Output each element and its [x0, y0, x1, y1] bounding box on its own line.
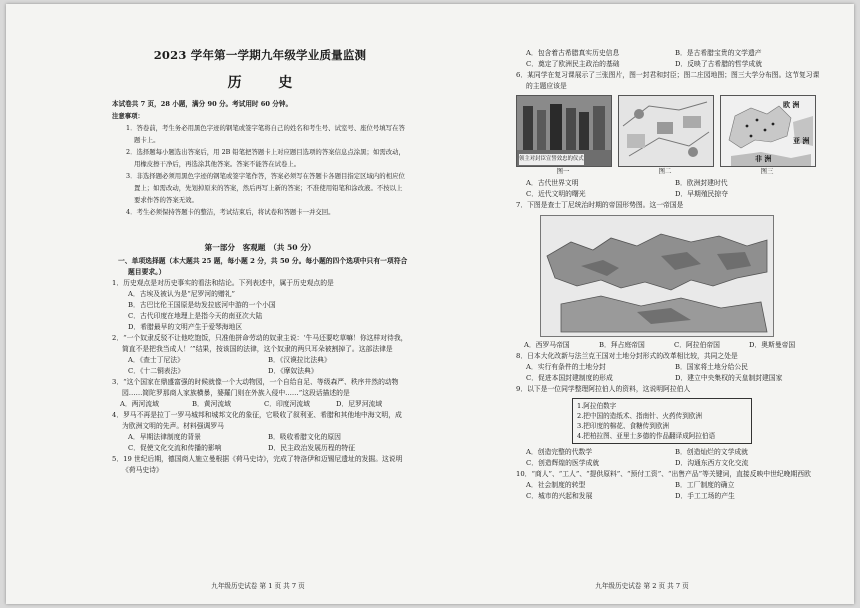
map-label: 欧 洲 — [783, 101, 800, 109]
option: A．创造完整的代数学 — [526, 448, 593, 456]
figure-row — [516, 95, 824, 176]
page-footer: 九年级历史试卷 第 2 页 共 7 页 — [595, 582, 689, 590]
option: A．西罗马帝国 — [524, 341, 570, 349]
option: C．城市的兴起和发展 — [526, 492, 593, 500]
figure-3 — [720, 95, 814, 176]
option: C．促进本国封建制度的形成 — [526, 374, 613, 382]
question-1 — [112, 278, 408, 333]
exam-title: 2023 学年第一学期九年级学业质量监测 — [153, 48, 367, 62]
option: D．沟通东西方文化交流 — [675, 459, 749, 467]
question-stem: 7．下图是查士丁尼统治时期的帝国形势图。这一帝国是 — [516, 201, 684, 209]
question-2 — [112, 333, 408, 377]
material-line: 4.把柏拉图、亚里士多德的作品翻译成阿拉伯语 — [577, 432, 716, 440]
map-label: 非 洲 — [755, 155, 772, 163]
feudal-oath-image — [516, 95, 612, 167]
figure-caption: 图二 — [658, 167, 672, 175]
option: D．反映了古希腊的哲学成就 — [675, 60, 763, 68]
subject-title: 历 史 — [227, 75, 309, 91]
option: B．工厂制度的确立 — [675, 481, 735, 489]
option: B．欧洲封建时代 — [675, 179, 728, 187]
option: A．包含着古希腊真实历史信息 — [526, 49, 620, 57]
option: B．吸收希腊文化的原因 — [268, 433, 341, 441]
figure-2 — [618, 95, 712, 176]
option: A．古代世界文明 — [526, 179, 579, 187]
option: C．促使文化交流和传播的影响 — [128, 444, 222, 452]
question-stem: 8．日本大化改新与法兰克王国对土地分封形式的改革相比较，共同之处是 — [516, 352, 738, 360]
question-stem: 5．19 世纪后期，德国商人施立曼根据《荷马史诗》，完成了特洛伊和迈锡尼遗址的发掘。这说明《荷马史诗》 — [112, 455, 403, 474]
exam-info: 本试卷共 7 页，28 小题，满分 90 分。考试用时 60 分钟。 — [112, 100, 293, 108]
instruction-item: 3．非选择题必须用黑色字迹的钢笔或签字笔作答，答案必须写在答题卡各题目指定区域内的相应位置上；如需改动，先划掉原来的答案，然后再写上新的答案；不准使用铅笔和涂改液。不按以上要求作答的答案无效。 — [126, 172, 405, 204]
option: C．古代印度在地理上是指今天的南亚次大陆 — [128, 312, 263, 320]
instruction-item: 1．答卷前，考生务必用黑色字迹的钢笔或签字笔将自己的姓名和考生号、试室号、座位号填写在答题卡上。 — [126, 124, 405, 144]
instructions — [112, 110, 408, 218]
figure-caption: 图一 — [556, 167, 570, 175]
manor-map-image — [618, 95, 714, 167]
question-stem: 9．以下是一位同学整理阿拉伯人的资料，这说明阿拉伯人 — [516, 385, 691, 393]
option: D．民主政治发展历程的特征 — [268, 444, 356, 452]
options-grid — [112, 355, 408, 377]
option: C．奠定了欧洲民主政治的基础 — [526, 60, 620, 68]
option: B．《汉谟拉比法典》 — [268, 356, 331, 364]
option: D．尼罗河流域 — [336, 400, 383, 408]
page-1 — [6, 4, 430, 604]
option: B．古巴比伦王国原是幼发拉底河中游的一个小国 — [128, 301, 276, 309]
question-9 — [516, 384, 824, 469]
option: B．创造灿烂的文学成就 — [675, 448, 748, 456]
byzantine-empire-map — [540, 215, 774, 337]
instruction-item: 2．选择题每小题选出答案后，用 2B 铅笔把答题卡上对应题目选项的答案信息点涂黑；如需改动，用橡皮擦干净后，再选涂其他答案。答案不能答在试卷上。 — [126, 148, 405, 168]
options-row — [516, 340, 824, 351]
figure-1 — [516, 95, 610, 176]
option: B．黄河流域 — [192, 400, 231, 408]
material-line: 3.把印度的棉花、食糖传到欧洲 — [577, 422, 670, 430]
question-5 — [112, 454, 408, 476]
instructions-title: 注意事项： — [112, 112, 144, 120]
question-stem: 3．“这个国家在鼎盛富强的时候就像一个大动物园，一个自给自足、等级森严、秩序井然的动物园……简陀罗那商人家族横暴，婆羅门则在外族入侵中……”这段话描述的是 — [112, 378, 399, 397]
page-1-content — [112, 48, 408, 476]
option: B．国家将土地分给公民 — [675, 363, 748, 371]
option: D．希腊最早的文明产生于爱琴海地区 — [128, 323, 243, 331]
question-stem: 6．某同学在复习课展示了三张图片，图一封君和封臣；图二庄园地图；图三大学分布图。这节复习课的主题应该是 — [516, 71, 820, 90]
option: D．奥斯曼帝国 — [749, 341, 796, 349]
exam-sheet — [6, 4, 854, 604]
map-label: 亚 洲 — [793, 137, 810, 145]
page-2-content — [516, 48, 824, 502]
options-grid — [516, 362, 824, 384]
page-2 — [430, 4, 854, 604]
question-10 — [516, 469, 824, 502]
option: C．创造辉煌的医学成就 — [526, 459, 600, 467]
question-stem: 2．“一个奴隶反驳不让他吃饱饭，只准他拼命劳动的奴隶主说：‘牛马还要吃草嘛！你这样对待我，简直不是把我当成人！’”结果，按该国的法律，这个奴隶的两只耳朵被割掉了。这部法律是 — [112, 334, 408, 353]
option: D．早期殖民掠夺 — [675, 190, 729, 198]
question-stem: 10．“商人”、“工人”、“提供原料”、“预付工资”、“出售产品”等关键词，直接反映中世纪晚期西欧 — [516, 470, 811, 478]
material-line: 2.把中国的造纸术、指南针、火药传到欧洲 — [577, 412, 702, 420]
option: C．近代文明的曙光 — [526, 190, 586, 198]
option: D．手工工场的产生 — [675, 492, 735, 500]
question-7 — [516, 200, 824, 351]
question-3 — [112, 377, 408, 410]
university-map-image — [720, 95, 816, 167]
instruction-item: 4．考生必须保持答题卡的整洁，考试结束后，将试卷和答题卡一并交回。 — [126, 208, 335, 216]
option: C．《十二铜表法》 — [128, 367, 185, 375]
option: B．拜占庭帝国 — [599, 341, 645, 349]
options-grid — [516, 178, 824, 200]
material-box — [572, 398, 752, 444]
page-footer: 九年级历史试卷 第 1 页 共 7 页 — [211, 582, 305, 590]
option: D．《摩奴法典》 — [268, 367, 318, 375]
option: C．阿拉伯帝国 — [674, 341, 720, 349]
option: A．早期法律制度的背景 — [128, 433, 201, 441]
question-8 — [516, 351, 824, 384]
part-heading: 第一部分 客观题 （共 50 分） — [204, 243, 316, 252]
question-5-options — [516, 48, 824, 70]
option: A．社会制度的转型 — [526, 481, 586, 489]
option: A．实行有条件的土地分封 — [526, 363, 606, 371]
options-grid — [516, 447, 824, 469]
question-stem: 1．历史观点是对历史事实的看法和结论。下列表述中，属于历史观点的是 — [112, 279, 334, 287]
figure-caption: 图三 — [760, 167, 774, 175]
options-grid — [516, 480, 824, 502]
option: A．《查士丁尼法》 — [128, 356, 184, 364]
options-grid — [112, 432, 408, 454]
option: A．两河流域 — [120, 400, 159, 408]
material-line: 1.阿拉伯数字 — [577, 402, 617, 410]
option: D．建立中央集权的天皇制封建国家 — [675, 374, 783, 382]
question-stem: 4．罗马不再是拉丁一罗马城邦和城邦文化的象征，它吸收了叙利亚、希腊和其他地中海文明，成为欧洲文明的先声。材料强调罗马 — [112, 411, 402, 430]
question-6 — [516, 70, 824, 200]
option: A．古埃及被认为是“尼罗河的赠礼” — [128, 290, 236, 298]
option: C．印度河流域 — [264, 400, 310, 408]
option: B．是古希腊宝贵的文学遗产 — [675, 49, 762, 57]
figure-1-caption: 领主对封臣宣誓效忠的仪式 — [519, 154, 584, 165]
options-row — [112, 399, 408, 410]
section-heading: 一、单项选择题（本大题共 25 题，每小题 2 分，共 50 分。每小题的四个选项中只有一项符合题目要求。） — [118, 257, 408, 276]
question-4 — [112, 410, 408, 454]
